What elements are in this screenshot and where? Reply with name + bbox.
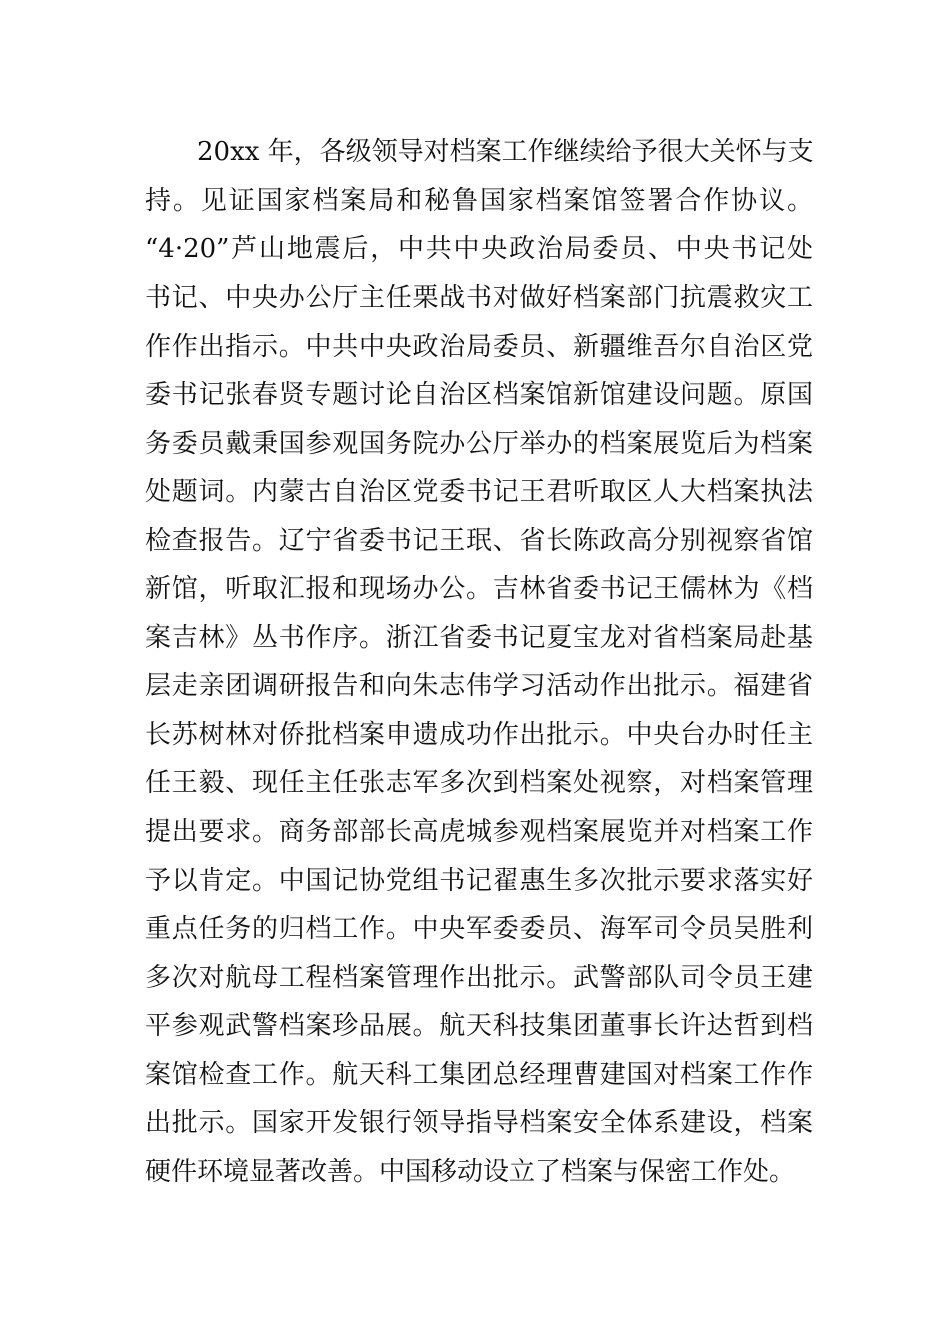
paragraph-line: 书记、中央办公厅主任栗战书对做好档案部门抗震救灾工 [145,283,813,313]
paragraph-line: 出批示。国家开发银行领导指导档案安全体系建设，档案 [145,1108,813,1138]
paragraph-line: 检查报告。辽宁省委书记王珉、省长陈政高分别视察省馆 [145,526,813,556]
paragraph-line: 长苏树林对侨批档案申遗成功作出批示。中央台办时任主 [145,720,813,750]
paragraph-line: “4·20”芦山地震后，中共中央政治局委员、中央书记处 [145,234,813,264]
paragraph-line: 平参观武警档案珍品展。航天科技集团董事长许达哲到档 [145,1011,813,1041]
paragraph-line: 作作出指示。中共中央政治局委员、新疆维吾尔自治区党 [145,332,813,362]
paragraph-line: 20xx 年，各级领导对档案工作继续给予很大关怀与支 [197,137,814,167]
paragraph-line: 多次对航母工程档案管理作出批示。武警部队司令员王建 [145,963,813,993]
paragraph-line: 务委员戴秉国参观国务院办公厅举办的档案展览后为档案 [145,429,813,459]
paragraph-line: 任王毅、现任主任张志军多次到档案处视察，对档案管理 [145,768,813,798]
paragraph-line: 层走亲团调研报告和向朱志伟学习活动作出批示。福建省 [145,671,813,701]
paragraph-line: 持。见证国家档案局和秘鲁国家档案馆签署合作协议。 [145,186,813,216]
paragraph-line: 硬件环境显著改善。中国移动设立了档案与保密工作处。 [145,1157,796,1187]
paragraph-line: 委书记张春贤专题讨论自治区档案馆新馆建设问题。原国 [145,380,813,410]
paragraph-line: 案馆检查工作。航天科工集团总经理曹建国对档案工作作 [145,1060,813,1090]
paragraph-line: 新馆，听取汇报和现场办公。吉林省委书记王儒林为《档 [145,574,813,604]
paragraph-line: 予以肯定。中国记协党组书记翟惠生多次批示要求落实好 [145,866,813,896]
paragraph-line: 重点任务的归档工作。中央军委委员、海军司令员吴胜利 [145,914,813,944]
paragraph-line: 提出要求。商务部部长高虎城参观档案展览并对档案工作 [145,817,813,847]
paragraph-line: 处题词。内蒙古自治区党委书记王君听取区人大档案执法 [145,477,813,507]
paragraph-line: 案吉林》丛书作序。浙江省委书记夏宝龙对省档案局赴基 [145,623,813,653]
